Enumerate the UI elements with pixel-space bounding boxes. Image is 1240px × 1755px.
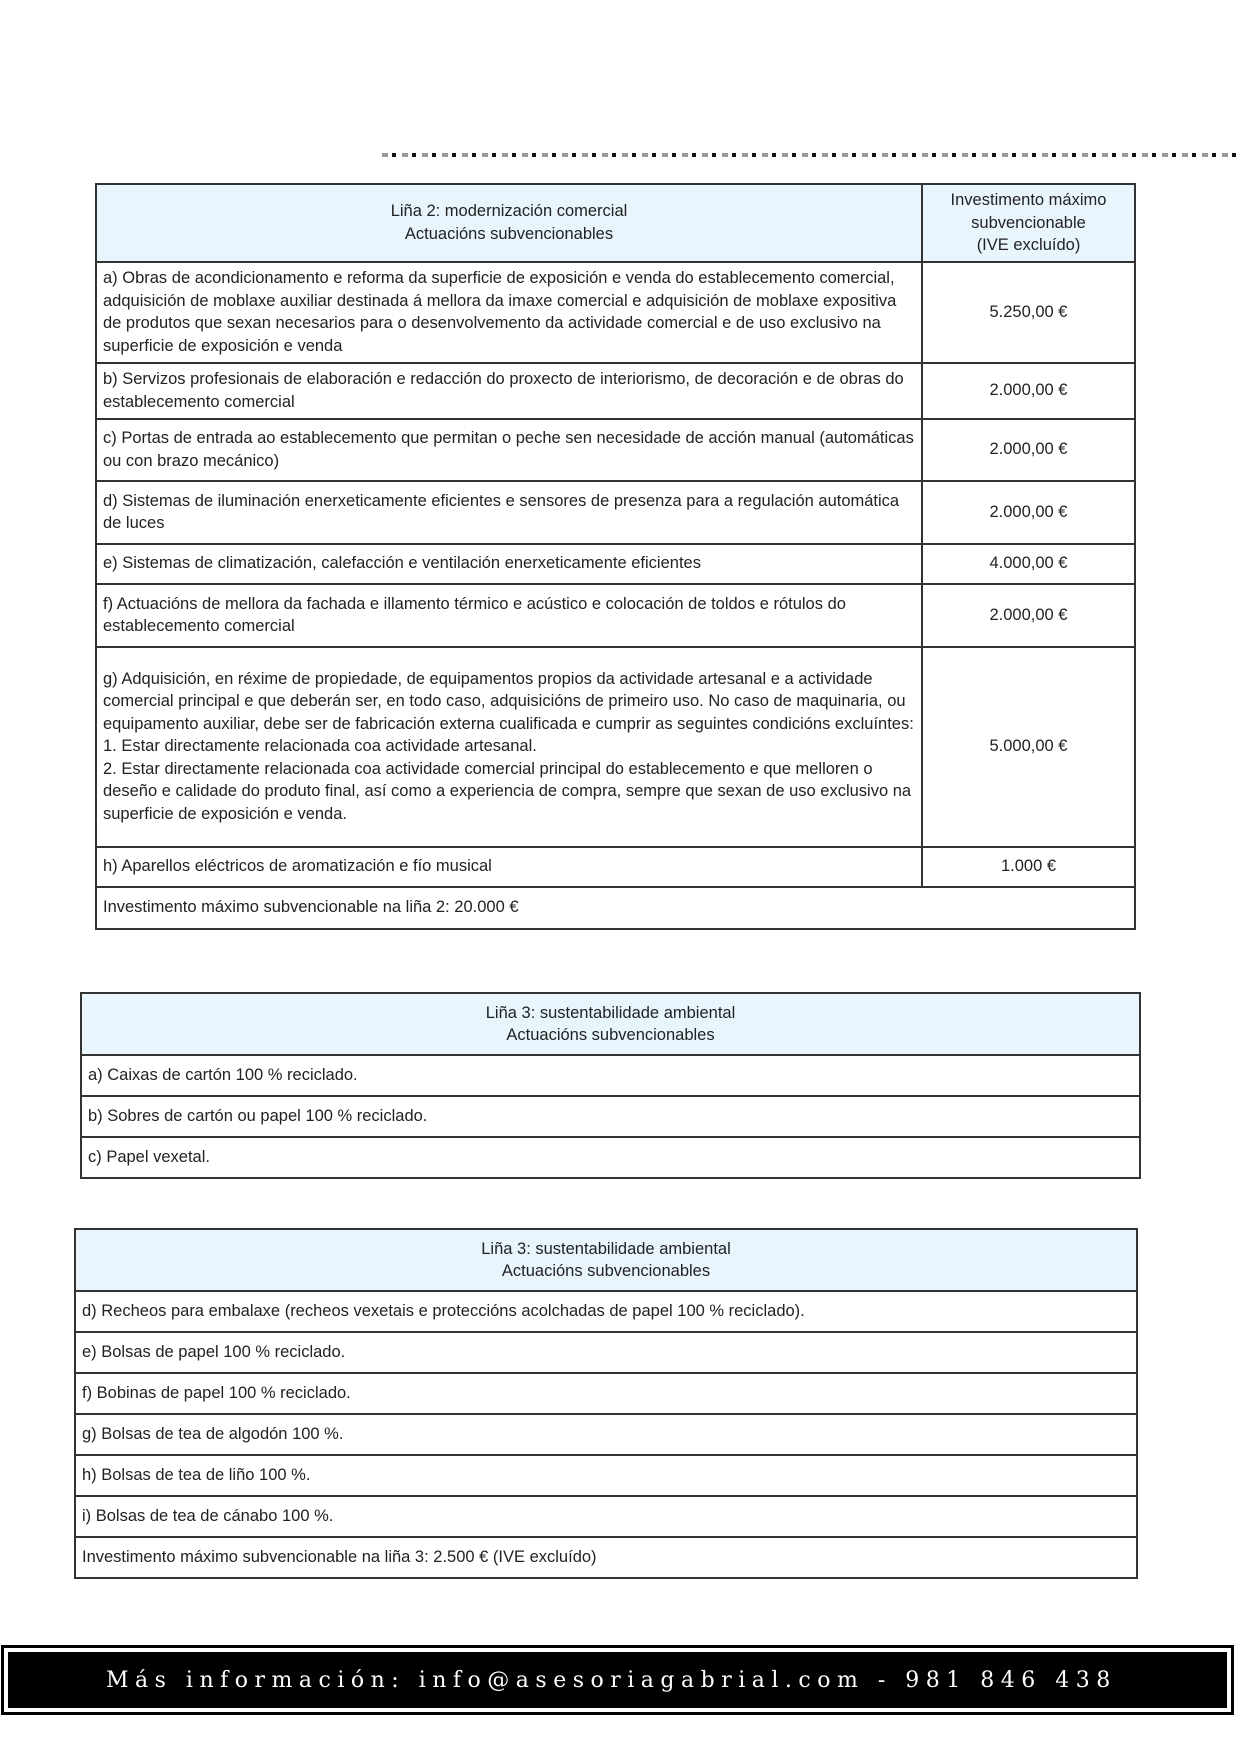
table-row	[75, 1291, 1137, 1332]
row-description: a) Obras de acondicionamento e reforma da superficie de exposición e venda do establecemento comercial, adquisición de moblaxe auxiliar destinada á mellora da imaxe comercial e adquisición de moblaxe expositiva de produtos que sexan necesarios para o desenvolvemento da actividade comercial e de uso exclusivo na superficie de exposición e venda	[96, 262, 922, 363]
table-row	[81, 1137, 1140, 1178]
amount-header-line: subvencionable	[971, 213, 1086, 232]
table-row	[96, 419, 1135, 481]
table-row	[96, 647, 1135, 847]
row-description	[96, 647, 922, 847]
row-description: b) Servizos profesionais de elaboración e redacción do proxecto de interiorismo, de decoración e de obras do establecemento comercial	[96, 363, 922, 419]
linia3-table-part2	[74, 1228, 1138, 1579]
table-total-row	[96, 887, 1135, 929]
row-condition-1: 1. Estar directamente relacionada coa actividade artesanal.	[103, 737, 537, 756]
table-row	[96, 262, 1135, 363]
linia3-subtitle: Actuacións subvencionables	[501, 1262, 711, 1280]
row-description: f) Actuacións de mellora da fachada e illamento térmico e acústico e colocación de toldos e rótulos do establecemento comercial	[96, 584, 922, 647]
table-row	[75, 1332, 1137, 1373]
linia2-title-cell	[96, 184, 922, 262]
row-description: d) Sistemas de iluminación enerxeticamente eficientes e sensores de presenza para a regulación automática de luces	[96, 481, 922, 544]
row-description: i) Bolsas de tea de cánabo 100 %.	[75, 1496, 1137, 1537]
table-header-row	[96, 184, 1135, 262]
table-row	[81, 1096, 1140, 1137]
row-description: c) Papel vexetal.	[81, 1137, 1140, 1178]
row-description: e) Sistemas de climatización, calefacción e ventilación enerxeticamente eficientes	[96, 544, 922, 584]
row-description: h) Bolsas de tea de liño 100 %.	[75, 1455, 1137, 1496]
linia2-total: Investimento máximo subvencionable na liña 2: 20.000 €	[96, 887, 1135, 929]
linia2-table	[95, 183, 1136, 930]
row-amount: 5.000,00 €	[922, 647, 1135, 847]
linia3-subtitle: Actuacións subvencionables	[506, 1026, 715, 1044]
linia2-title: Liña 2: modernización comercial	[390, 202, 628, 221]
amount-header-line: (IVE excluído)	[976, 236, 1081, 254]
linia3-table-part1	[80, 992, 1141, 1179]
row-description: a) Caixas de cartón 100 % reciclado.	[81, 1055, 1140, 1096]
row-amount: 1.000 €	[922, 847, 1135, 887]
table-row	[96, 544, 1135, 584]
row-description: h) Aparellos eléctricos de aromatización e fío musical	[96, 847, 922, 887]
row-description: e) Bolsas de papel 100 % reciclado.	[75, 1332, 1137, 1373]
table-row	[96, 481, 1135, 544]
table-row	[81, 1055, 1140, 1096]
table-row	[75, 1414, 1137, 1455]
linia3-title-cell	[75, 1229, 1137, 1291]
table-row	[96, 584, 1135, 647]
footer-contact: Más información: info@asesoriagabrial.com - 981 846 438	[8, 1652, 1227, 1708]
table-header-row	[75, 1229, 1137, 1291]
linia3-title: Liña 3: sustentabilidade ambiental	[485, 1003, 736, 1022]
row-description: d) Recheos para embalaxe (recheos vexetais e proteccións acolchadas de papel 100 % reciclado).	[75, 1291, 1137, 1332]
table-row	[75, 1455, 1137, 1496]
row-amount: 2.000,00 €	[922, 419, 1135, 481]
amount-header-line: Investimento máximo	[950, 191, 1107, 209]
table-row	[75, 1496, 1137, 1537]
table-header-row	[81, 993, 1140, 1055]
row-amount: 5.250,00 €	[922, 262, 1135, 363]
row-amount: 2.000,00 €	[922, 584, 1135, 647]
row-description: f) Bobinas de papel 100 % reciclado.	[75, 1373, 1137, 1414]
row-condition-2: 2. Estar directamente relacionada coa actividade comercial principal do establecemento e que melloren o deseño e calidade do produto final, así como a experiencia de compra, sempre que sexan de uso exclusivo na superficie de exposición e venda.	[103, 759, 912, 823]
table-row	[96, 847, 1135, 887]
row-amount: 2.000,00 €	[922, 481, 1135, 544]
table-row	[75, 1373, 1137, 1414]
row-amount: 4.000,00 €	[922, 544, 1135, 584]
dashed-divider	[382, 152, 1240, 158]
table-total-row	[75, 1537, 1137, 1578]
row-description: g) Bolsas de tea de algodón 100 %.	[75, 1414, 1137, 1455]
linia3-total: Investimento máximo subvencionable na liña 3: 2.500 € (IVE excluído)	[75, 1537, 1137, 1578]
linia3-title-cell	[81, 993, 1140, 1055]
linia3-title: Liña 3: sustentabilidade ambiental	[481, 1239, 731, 1258]
footer-banner	[1, 1645, 1234, 1715]
row-description-para: g) Adquisición, en réxime de propiedade, de equipamentos propios da actividade artesanal e a actividade comercial principal e que deberán ser, en todo caso, adquisicións de primeiro uso. No caso de maquinaria, ou equipamento auxiliar, debe ser de fabricación externa cualificada e cumprir as seguintes condicións excluíntes:	[103, 669, 914, 733]
linia2-subtitle: Actuacións subvencionables	[404, 224, 614, 243]
table-row	[96, 363, 1135, 419]
row-description: c) Portas de entrada ao establecemento que permitan o peche sen necesidade de acción manual (automáticas ou con brazo mecánico)	[96, 419, 922, 481]
row-amount: 2.000,00 €	[922, 363, 1135, 419]
amount-column-header	[922, 184, 1135, 262]
row-description: b) Sobres de cartón ou papel 100 % reciclado.	[81, 1096, 1140, 1137]
